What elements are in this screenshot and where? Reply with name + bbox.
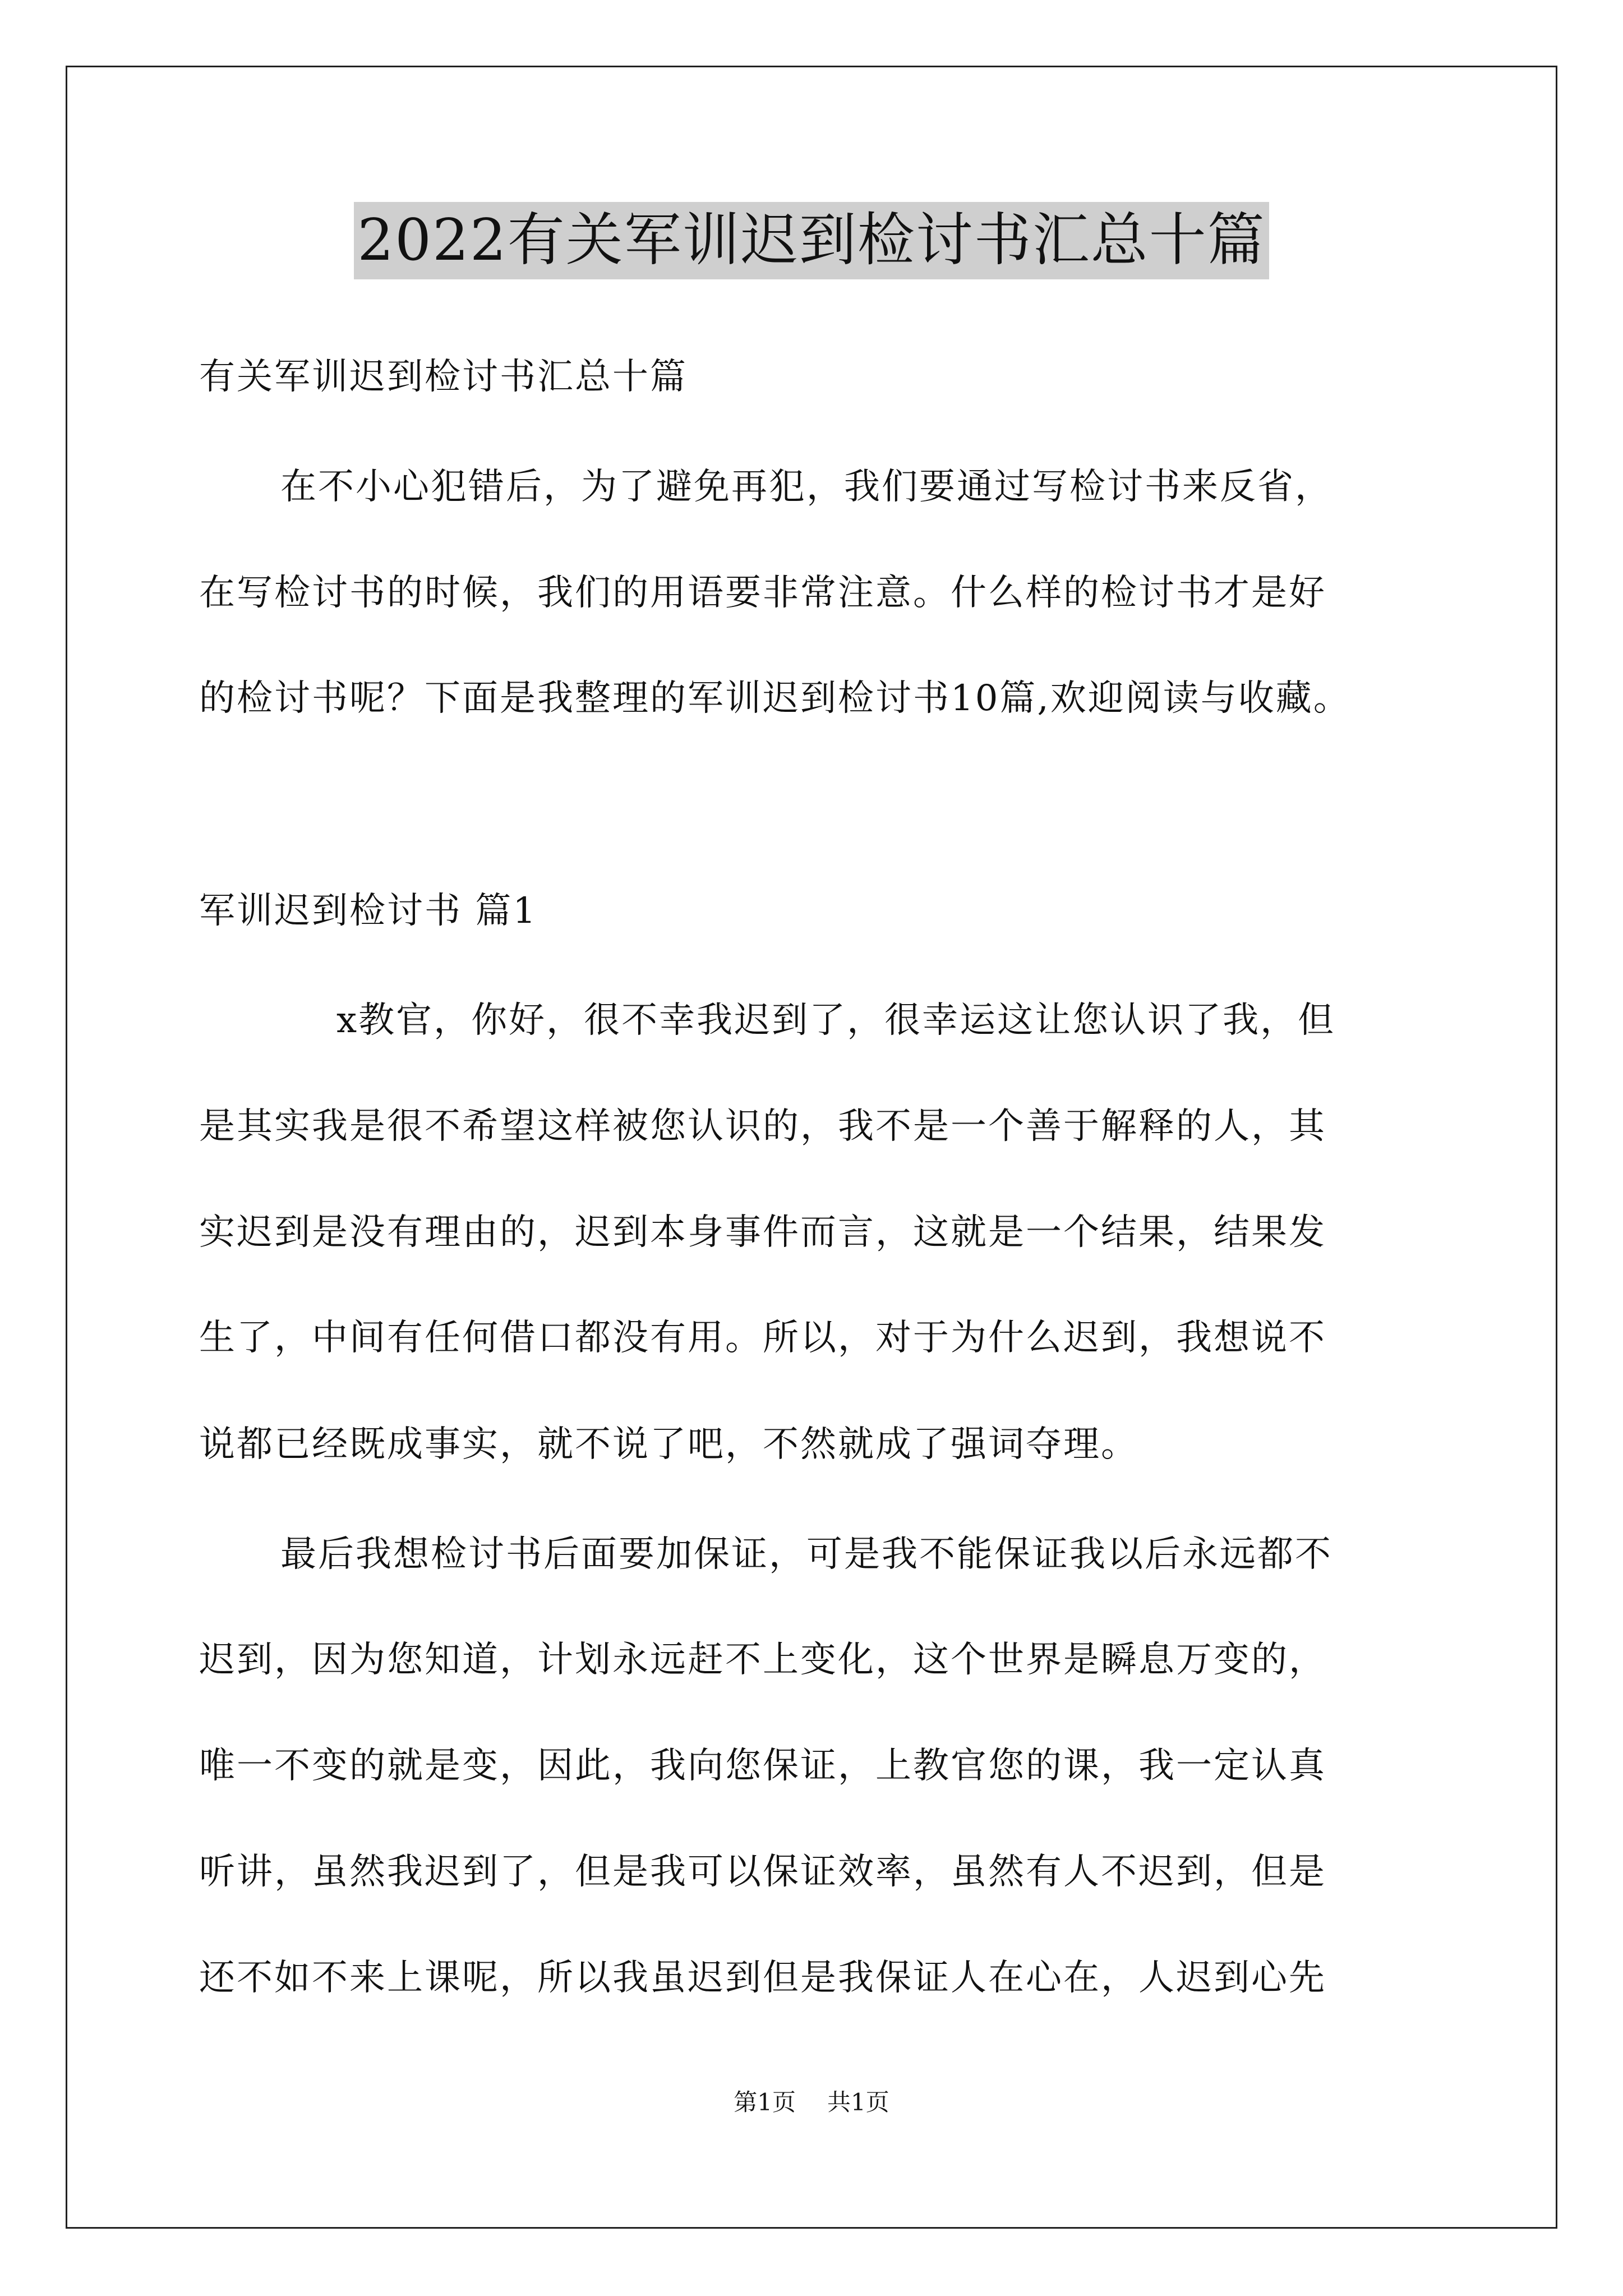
intro-line: 在写检讨书的时候，我们的用语要非常注意。什么样的检讨书才是好 [199,572,1326,614]
intro-line: 在不小心犯错后，为了避免再犯，我们要通过写检讨书来反省， [280,466,1332,508]
body-line: x教官，你好，很不幸我迟到了，很幸运这让您认识了我，但 [336,1000,1336,1041]
body-line: 还不如不来上课呢，所以我虽迟到但是我保证人在心在，人迟到心先 [199,1957,1326,1999]
body-line: 生了，中间有任何借口都没有用。所以，对于为什么迟到，我想说不 [199,1317,1326,1359]
body-line: 唯一不变的就是变，因此，我向您保证，上教官您的课，我一定认真 [199,1745,1326,1787]
document-subtitle: 有关军训迟到检讨书汇总十篇 [199,356,688,398]
body-line: 是其实我是很不希望这样被您认识的，我不是一个善于解释的人，其 [199,1106,1326,1147]
page-number: 第1页 [734,2088,796,2116]
body-line: 说都已经既成事实，就不说了吧，不然就成了强词夺理。 [199,1424,1138,1465]
document-title: 2022有关军训迟到检讨书汇总十篇 [354,202,1269,279]
page-footer [0,2087,1623,2118]
body-line: 实迟到是没有理由的，迟到本身事件而言，这就是一个结果，结果发 [199,1212,1326,1253]
title-block [0,202,1623,279]
body-line: 最后我想检讨书后面要加保证，可是我不能保证我以后永远都不 [280,1534,1332,1575]
intro-line: 的检讨书呢？下面是我整理的军训迟到检讨书10篇,欢迎阅读与收藏。 [199,678,1351,719]
section-heading: 军训迟到检讨书 篇1 [199,890,538,932]
page-total: 共1页 [827,2088,889,2116]
body-line: 迟到，因为您知道，计划永远赶不上变化，这个世界是瞬息万变的， [199,1639,1326,1681]
body-line: 听讲，虽然我迟到了，但是我可以保证效率，虽然有人不迟到，但是 [199,1851,1326,1893]
